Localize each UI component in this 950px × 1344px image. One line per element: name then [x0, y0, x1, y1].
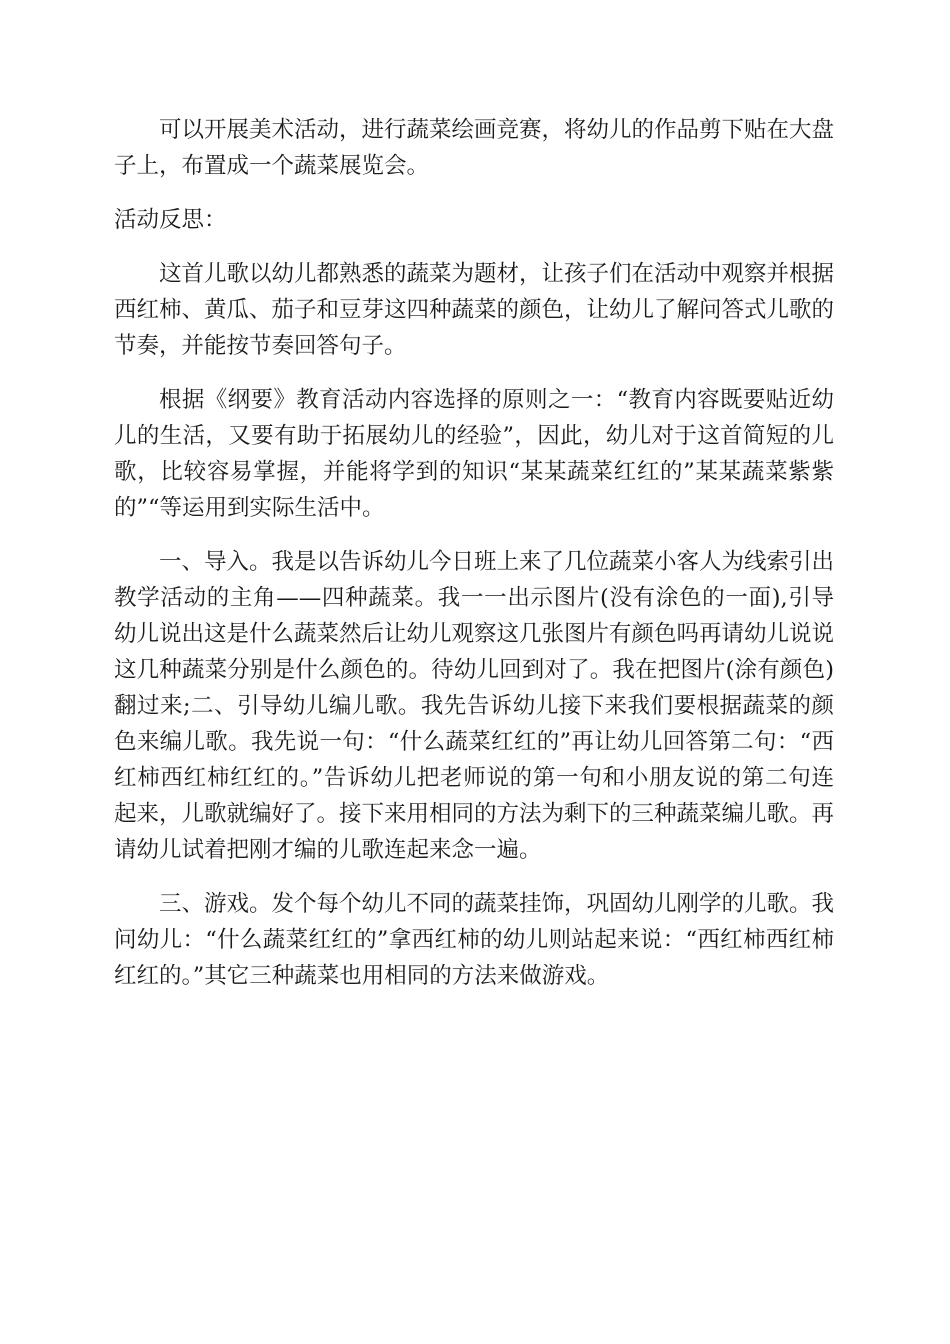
paragraph-section-3: 三、游戏。发个每个幼儿不同的蔬菜挂饰，巩固幼儿刚学的儿歌。我问幼儿：“什么蔬菜红红的”拿西红柿的幼儿则站起来说：“西红柿西红柿红红的。”其它三种蔬菜也用相同的方法来做游戏。	[114, 891, 835, 989]
paragraph-reflection-2: 根据《纲要》教育活动内容选择的原则之一：“教育内容既要贴近幼儿的生活，又要有助于拓展幼儿的经验”，因此，幼儿对于这首简短的儿歌，比较容易掌握，并能将学到的知识“某某蔬菜红红的”某某蔬菜紫紫的”“等运用到实际生活中。	[114, 387, 834, 521]
heading-activity-reflection: 活动反思：	[114, 207, 227, 233]
document-body	[114, 112, 834, 1012]
paragraph-extension: 可以开展美术活动，进行蔬菜绘画竞赛，将幼儿的作品剪下贴在大盘子上，布置成一个蔬菜展览会。	[114, 117, 835, 179]
paragraph-reflection-1: 这首儿歌以幼儿都熟悉的蔬菜为题材，让孩子们在活动中观察并根据西红柿、黄瓜、茄子和豆芽这四种蔬菜的颜色，让幼儿了解问答式儿歌的节奏，并能按节奏回答句子。	[114, 261, 835, 359]
paragraph-section-1-2: 一、导入。我是以告诉幼儿今日班上来了几位蔬菜小客人为线索引出教学活动的主角——四种蔬菜。我一一出示图片(没有涂色的一面),引导幼儿说出这是什么蔬菜然后让幼儿观察这几张图片有颜色吗再请幼儿说说这几种蔬菜分别是什么颜色的。待幼儿回到对了。我在把图片(涂有颜色)翻过来;二、引导幼儿编儿歌。我先告诉幼儿接下来我们要根据蔬菜的颜色来编儿歌。我先说一句：“什么蔬菜红红的”再让幼儿回答第二句：“西红柿西红柿红红的。”告诉幼儿把老师说的第一句和小朋友说的第二句连起来，儿歌就编好了。接下来用相同的方法为剩下的三种蔬菜编儿歌。再请幼儿试着把刚才编的儿歌连起来念一遍。	[114, 549, 835, 863]
